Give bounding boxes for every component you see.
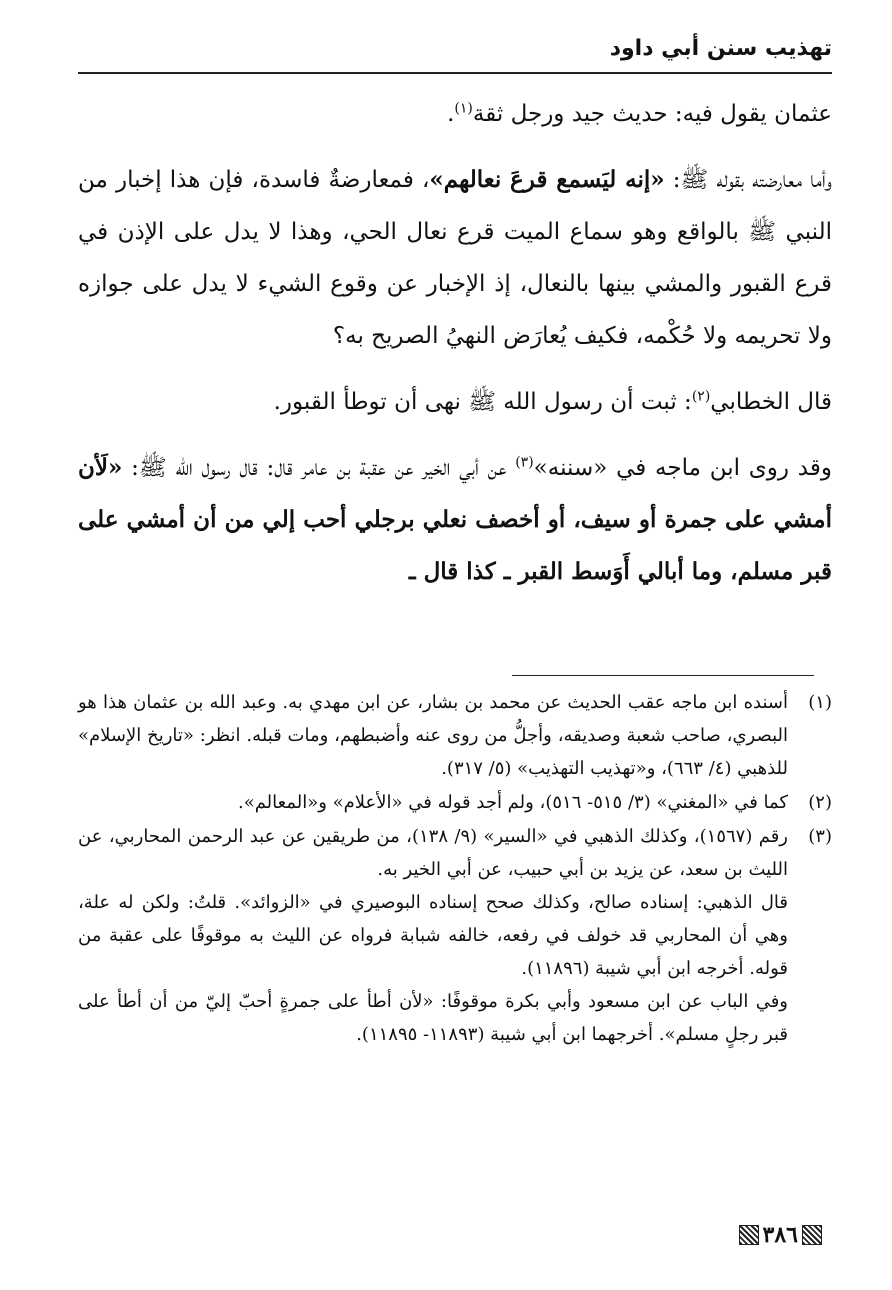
footnote-1 — [78, 686, 832, 785]
paragraph-1-tail: . — [447, 101, 455, 127]
paragraph-2 — [78, 154, 832, 362]
footnote-text: وفي الباب عن ابن مسعود وأبي بكرة موقوفًا: «لأن أطأ على جمرةٍ أحبّ إليّ من أن أطأ على قبر رجلٍ مسلم». أخرجهما ابن أبي شيبة (١١٨٩٣- ١١٨٩٥). — [78, 991, 788, 1045]
main-text-body — [78, 88, 832, 598]
paragraph-3 — [78, 376, 832, 428]
footnote-number: (٣) — [808, 826, 832, 847]
hadith-quote-2: «لَأن أمشي على جمرة أو سيف، أو أخصف نعلي برجلي أحب إلي من أن أمشي على قبر مسلم، وما أبالي أَوَسط القبر ـ كذا قال ـ — [78, 454, 832, 585]
ornament-square-icon — [739, 1225, 759, 1245]
paragraph-1-text: عثمان يقول فيه: حديث جيد ورجل ثقة — [472, 101, 832, 127]
paragraph-4 — [78, 442, 832, 598]
footnote-number: (١) — [808, 692, 832, 713]
paragraph-3-lead: قال الخطابي — [710, 389, 832, 415]
page-number-block — [739, 1222, 822, 1248]
footnote-body — [78, 820, 788, 1051]
hadith-quote-1: «إنه ليَسمع قرعَ نعالهم» — [429, 166, 665, 193]
footnote-ref-2[interactable]: (٢) — [691, 388, 711, 405]
footnote-body — [78, 786, 788, 819]
footnotes-section — [78, 686, 832, 1052]
footnote-text: قال الذهبي: إسناده صالح، وكذلك صحح إسناده البوصيري في «الزوائد». قلتُ: ولكن له علة، وهي أن المحاربي قد خولف في رفعه، خالفه شبابة فرواه عن الليث به موقوفًا على عقبة من قوله. أخرجه ابن أبي شيبة (١١٨٩٦). — [78, 892, 788, 979]
running-header-title: تهذيب سنن أبي داود — [609, 36, 832, 61]
footnote-text: رقم (١٥٦٧)، وكذلك الذهبي في «السير» (٩/ ١٣٨)، من طريقين عن عبد الرحمن المحاربي، عن الليث بن سعد، عن يزيد بن أبي حبيب، عن أبي الخير به. — [78, 826, 789, 880]
header-divider — [78, 72, 832, 74]
paragraph-4-lead: وقد روى ابن ماجه في «سننه» — [533, 455, 832, 481]
paragraph-1 — [78, 88, 832, 140]
footnote-ref-3[interactable]: (٣) — [515, 454, 534, 471]
paragraph-3-body: : ثبت أن رسول الله ﷺ نهى أن توطأ القبور. — [273, 389, 692, 415]
footnote-text: أسنده ابن ماجه عقب الحديث عن محمد بن بشار، عن ابن مهدي به. وعبد الله بن عثمان هذا هو البصري، صاحب شعبة وصديقه، وأجلُّ من روى عنه وأضبطهم، ومات قبله. انظر: «تاريخ الإسلام» للذهبي (٤/ ٦٦٣)، و«تهذيب التهذيب» (٥/ ٣١٧). — [78, 692, 788, 779]
paragraph-4-body: عن أبي الخير عن عقبة بن عامر قال: قال رسول الله ﷺ: — [122, 455, 516, 481]
page-number: ٣٨٦ — [762, 1222, 798, 1248]
ornament-square-icon — [802, 1225, 822, 1245]
footnote-2 — [78, 786, 832, 819]
paragraph-2-body: ، فمعارضةٌ فاسدة، فإن هذا إخبار من النبي ﷺ بالواقع وهو سماع الميت قرع نعال الحي، وهذا لا يدل على الإذن في قرع القبور والمشي بينها بالنعال، إذ الإخبار عن وقوع الشيء لا يدل على جوازه ولا تحريمه ولا حُكْمه، فكيف يُعارَض النهيُ الصريح به؟ — [78, 167, 832, 349]
footnote-text: كما في «المغني» (٣/ ٥١٥- ٥١٦)، ولم أجد قوله في «الأعلام» و«المعالم». — [237, 792, 788, 813]
footnote-3 — [78, 820, 832, 1051]
paragraph-2-lead: وأما معارضته بقوله ﷺ: — [664, 167, 833, 193]
footnote-body — [78, 686, 788, 785]
footnote-number: (٢) — [808, 792, 832, 813]
footnote-ref-1[interactable]: (١) — [454, 100, 473, 117]
footnote-divider — [512, 675, 814, 676]
